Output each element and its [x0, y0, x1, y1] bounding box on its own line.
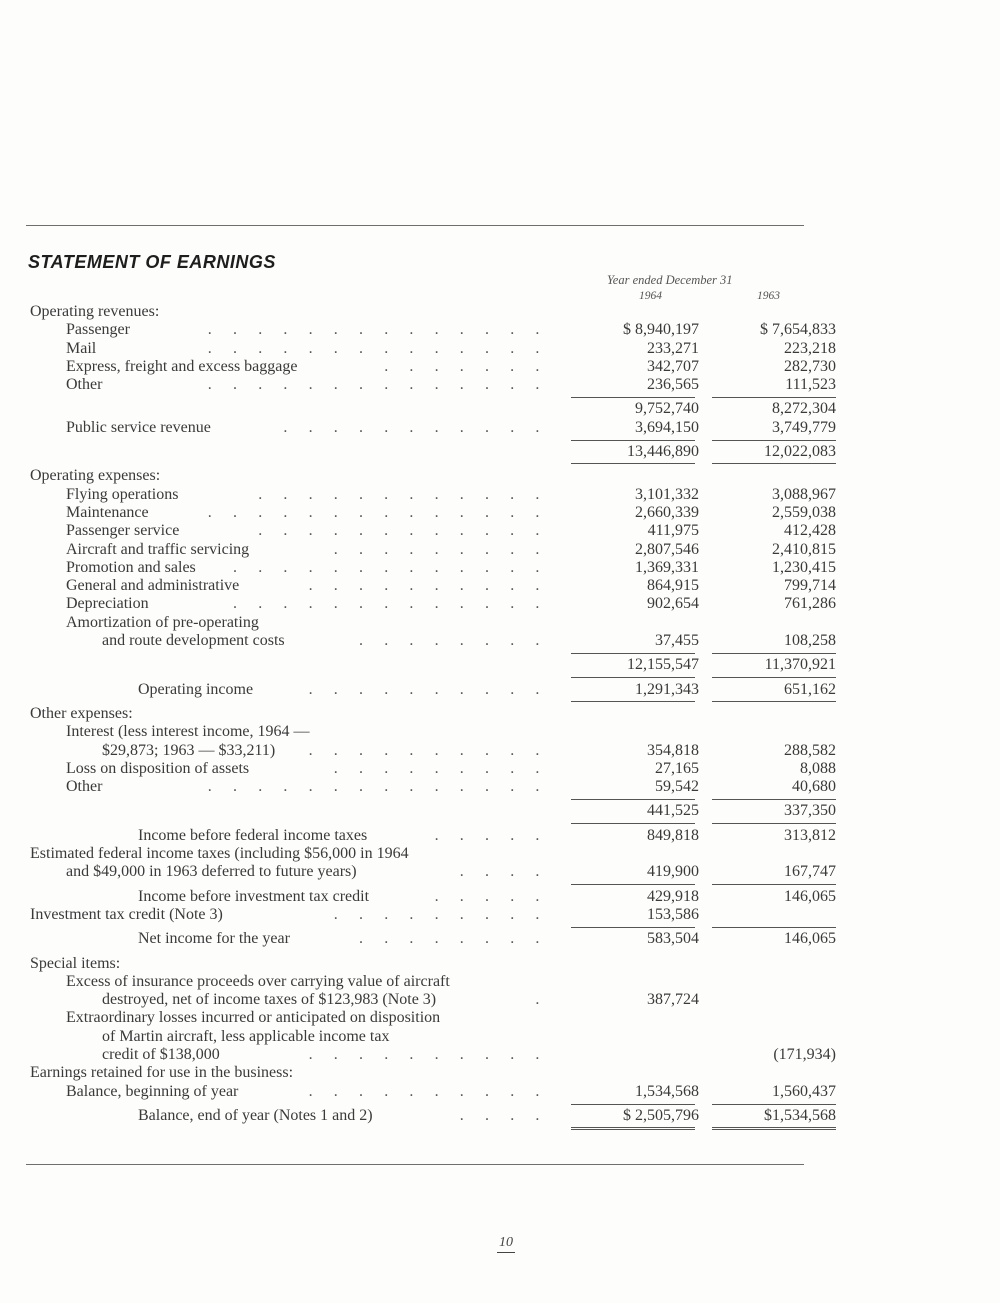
line-item-passenger-service: Passenger service . . . . . . . . . . . . 411,975 412,428 — [66, 522, 836, 540]
top-rule — [26, 225, 804, 226]
line-item-passenger-revenue: Passenger . . . . . . . . . . . . . . $ 8,940,197 $ 7,654,833 — [66, 321, 836, 339]
leader-dots: . — [535, 991, 548, 1009]
subtotal-rule — [571, 927, 695, 928]
total-rule — [571, 463, 695, 464]
special-item-insurance: destroyed, net of income taxes of $123,983 (Note 3) . 387,724 — [102, 991, 699, 1009]
leader-dots: . . . . . . . . — [359, 632, 548, 650]
balance-end-of-year: Balance, end of year (Notes 1 and 2) . . . . $ 2,505,796 $1,534,568 — [30, 1107, 810, 1125]
line-item-promotion-sales: Promotion and sales . . . . . . . . . . . . . 1,369,331 1,230,415 — [66, 558, 836, 576]
leader-dots: . . . . . . . . . — [333, 540, 548, 558]
leader-dots: . . . . . . . . . . — [308, 1082, 548, 1100]
subtotal-rule — [571, 823, 695, 824]
bottom-rule — [26, 1164, 804, 1165]
income-before-investment-credit: Income before investment tax credit . . . . . 429,918 146,065 — [138, 887, 836, 905]
total-rule — [712, 463, 836, 464]
line-item-aircraft-traffic-servicing: Aircraft and traffic servicing . . . . . . . . . 2,807,546 2,410,815 — [66, 540, 836, 558]
subtotal-rule — [571, 440, 695, 441]
total-operating-expenses: 12,155,547 11,370,921 — [30, 656, 810, 674]
double-total-rule — [712, 1127, 836, 1130]
operating-income: Operating income . . . . . . . . . . 1,291,343 651,162 — [30, 681, 810, 699]
earnings-statement — [30, 303, 836, 1125]
subtotal-rule — [712, 884, 836, 885]
special-item-extraordinary-line1: Extraordinary losses incurred or anticipated on disposition — [66, 1009, 441, 1027]
subtotal-rule — [712, 440, 836, 441]
page-number: 10 — [497, 1235, 515, 1253]
line-item-maintenance: Maintenance . . . . . . . . . . . . . . 2,660,339 2,559,038 — [66, 503, 836, 521]
estimated-federal-taxes-line1: Estimated federal income taxes (including $56,000 in 1964 — [30, 845, 409, 863]
line-item-interest: $29,873; 1963 — $33,211) . . . . . . . . . . 354,818 288,582 — [102, 741, 836, 759]
total-other-expenses: 441,525 337,350 — [30, 802, 810, 820]
leader-dots: . . . . . . . . . — [333, 759, 548, 777]
line-item-flying-operations: Flying operations . . . . . . . . . . . . 3,101,332 3,088,967 — [66, 485, 836, 503]
subtotal-rule — [571, 884, 695, 885]
leader-dots: . . . . . . . . . . — [308, 1045, 548, 1063]
total-rule — [571, 701, 695, 702]
total-operating-revenues: 13,446,890 12,022,083 — [30, 443, 810, 461]
line-item-other-revenue: Other . . . . . . . . . . . . . . 236,565 111,523 — [30, 376, 810, 394]
line-item-mail-revenue: Mail . . . . . . . . . . . . . . 233,271 223,218 — [66, 339, 836, 357]
leader-dots: . . . . . . . . . . . — [283, 418, 548, 436]
section-heading-operating-revenues: Operating revenues: — [30, 303, 160, 320]
subtotal-rule — [571, 653, 695, 654]
double-total-rule — [571, 1127, 695, 1130]
subtotal-rule — [571, 1104, 695, 1105]
subtotal-operating-revenues: 9,752,740 8,272,304 — [635, 400, 836, 418]
line-item-public-service-revenue: Public service revenue . . . . . . . . . . . 3,694,150 3,749,779 — [30, 419, 810, 437]
subtotal-rule — [712, 1104, 836, 1105]
leader-dots: . . . . . . . . . . — [308, 741, 548, 759]
line-item-loss-disposition-assets: Loss on disposition of assets . . . . . . . . . 27,165 8,088 — [66, 759, 836, 777]
section-heading-special-items: Special items: — [30, 954, 121, 972]
special-item-insurance-line1: Excess of insurance proceeds over carrying value of aircraft — [66, 972, 450, 990]
leader-dots: . . . . . . . . . — [333, 905, 548, 923]
column-header-1964: 1964 — [639, 290, 662, 302]
balance-beginning-of-year: Balance, beginning of year . . . . . . . . . . 1,534,568 1,560,437 — [30, 1083, 810, 1101]
line-item-express-freight: Express, freight and excess baggage . . . . . . . 342,707 282,730 — [66, 357, 836, 375]
leader-dots: . . . . . . . . . . . . . . — [207, 503, 548, 521]
section-heading-other-expenses: Other expenses: — [30, 704, 133, 722]
leader-dots: . . . . . . . . . . — [308, 577, 548, 595]
leader-dots: . . . . — [459, 1106, 548, 1124]
line-item-amortization: and route development costs . . . . . . . . 37,455 108,258 — [30, 632, 810, 650]
net-income: Net income for the year . . . . . . . . 583,504 146,065 — [138, 930, 836, 948]
leader-dots: . . . . . . . . . . . . — [258, 485, 548, 503]
period-header: Year ended December 31 — [607, 273, 733, 287]
line-item-amortization-line1: Amortization of pre-operating — [66, 613, 259, 631]
leader-dots: . . . . . . . . . . . . — [258, 522, 548, 540]
subtotal-rule — [712, 653, 836, 654]
section-heading-operating-expenses: Operating expenses: — [30, 467, 161, 485]
line-item-general-administrative: General and administrative . . . . . . . . . . 864,915 799,714 — [66, 577, 836, 595]
leader-dots: . . . . . . . . . . . . . . — [207, 321, 548, 339]
leader-dots: . . . . . . . . . . . . . — [233, 595, 548, 613]
subtotal-rule — [712, 677, 836, 678]
income-before-federal-taxes: Income before federal income taxes . . . . . 849,818 313,812 — [138, 826, 836, 844]
subtotal-rule — [712, 927, 836, 928]
subtotal-rule — [712, 823, 836, 824]
estimated-federal-taxes: and $49,000 in 1963 deferred to future years) . . . . 419,900 167,747 — [30, 863, 810, 881]
leader-dots: . . . . . . . . . . . . . . — [207, 376, 548, 394]
subtotal-rule — [712, 799, 836, 800]
line-item-depreciation: Depreciation . . . . . . . . . . . . . 902,654 761,286 — [66, 595, 836, 613]
leader-dots: . . . . . . . . — [359, 930, 548, 948]
subtotal-rule — [571, 397, 695, 398]
leader-dots: . . . . . — [434, 887, 548, 905]
line-item-interest-line1: Interest (less interest income, 1964 — — [66, 723, 310, 741]
leader-dots: . . . . . . . . . . . . . . — [207, 778, 548, 796]
special-item-extraordinary-line2: of Martin aircraft, less applicable income tax — [102, 1027, 390, 1045]
leader-dots: . . . . . . . . . . — [308, 680, 548, 698]
subtotal-rule — [571, 799, 695, 800]
subtotal-rule — [712, 397, 836, 398]
statement-title: STATEMENT OF EARNINGS — [28, 252, 276, 272]
subtotal-rule — [571, 677, 695, 678]
line-item-other-expense: Other . . . . . . . . . . . . . . 59,542 40,680 — [30, 778, 810, 796]
total-rule — [712, 701, 836, 702]
leader-dots: . . . . . . . — [384, 357, 548, 375]
special-item-extraordinary: credit of $138,000 . . . . . . . . . . (171,934) — [102, 1045, 836, 1063]
leader-dots: . . . . . — [434, 826, 548, 844]
column-header-1963: 1963 — [757, 290, 780, 302]
investment-tax-credit: Investment tax credit (Note 3) . . . . . . . . . 153,586 — [30, 906, 810, 924]
leader-dots: . . . . — [459, 863, 548, 881]
leader-dots: . . . . . . . . . . . . . . — [207, 339, 548, 357]
section-heading-retained-earnings: Earnings retained for use in the business: — [30, 1064, 294, 1082]
leader-dots: . . . . . . . . . . . . . — [233, 558, 548, 576]
